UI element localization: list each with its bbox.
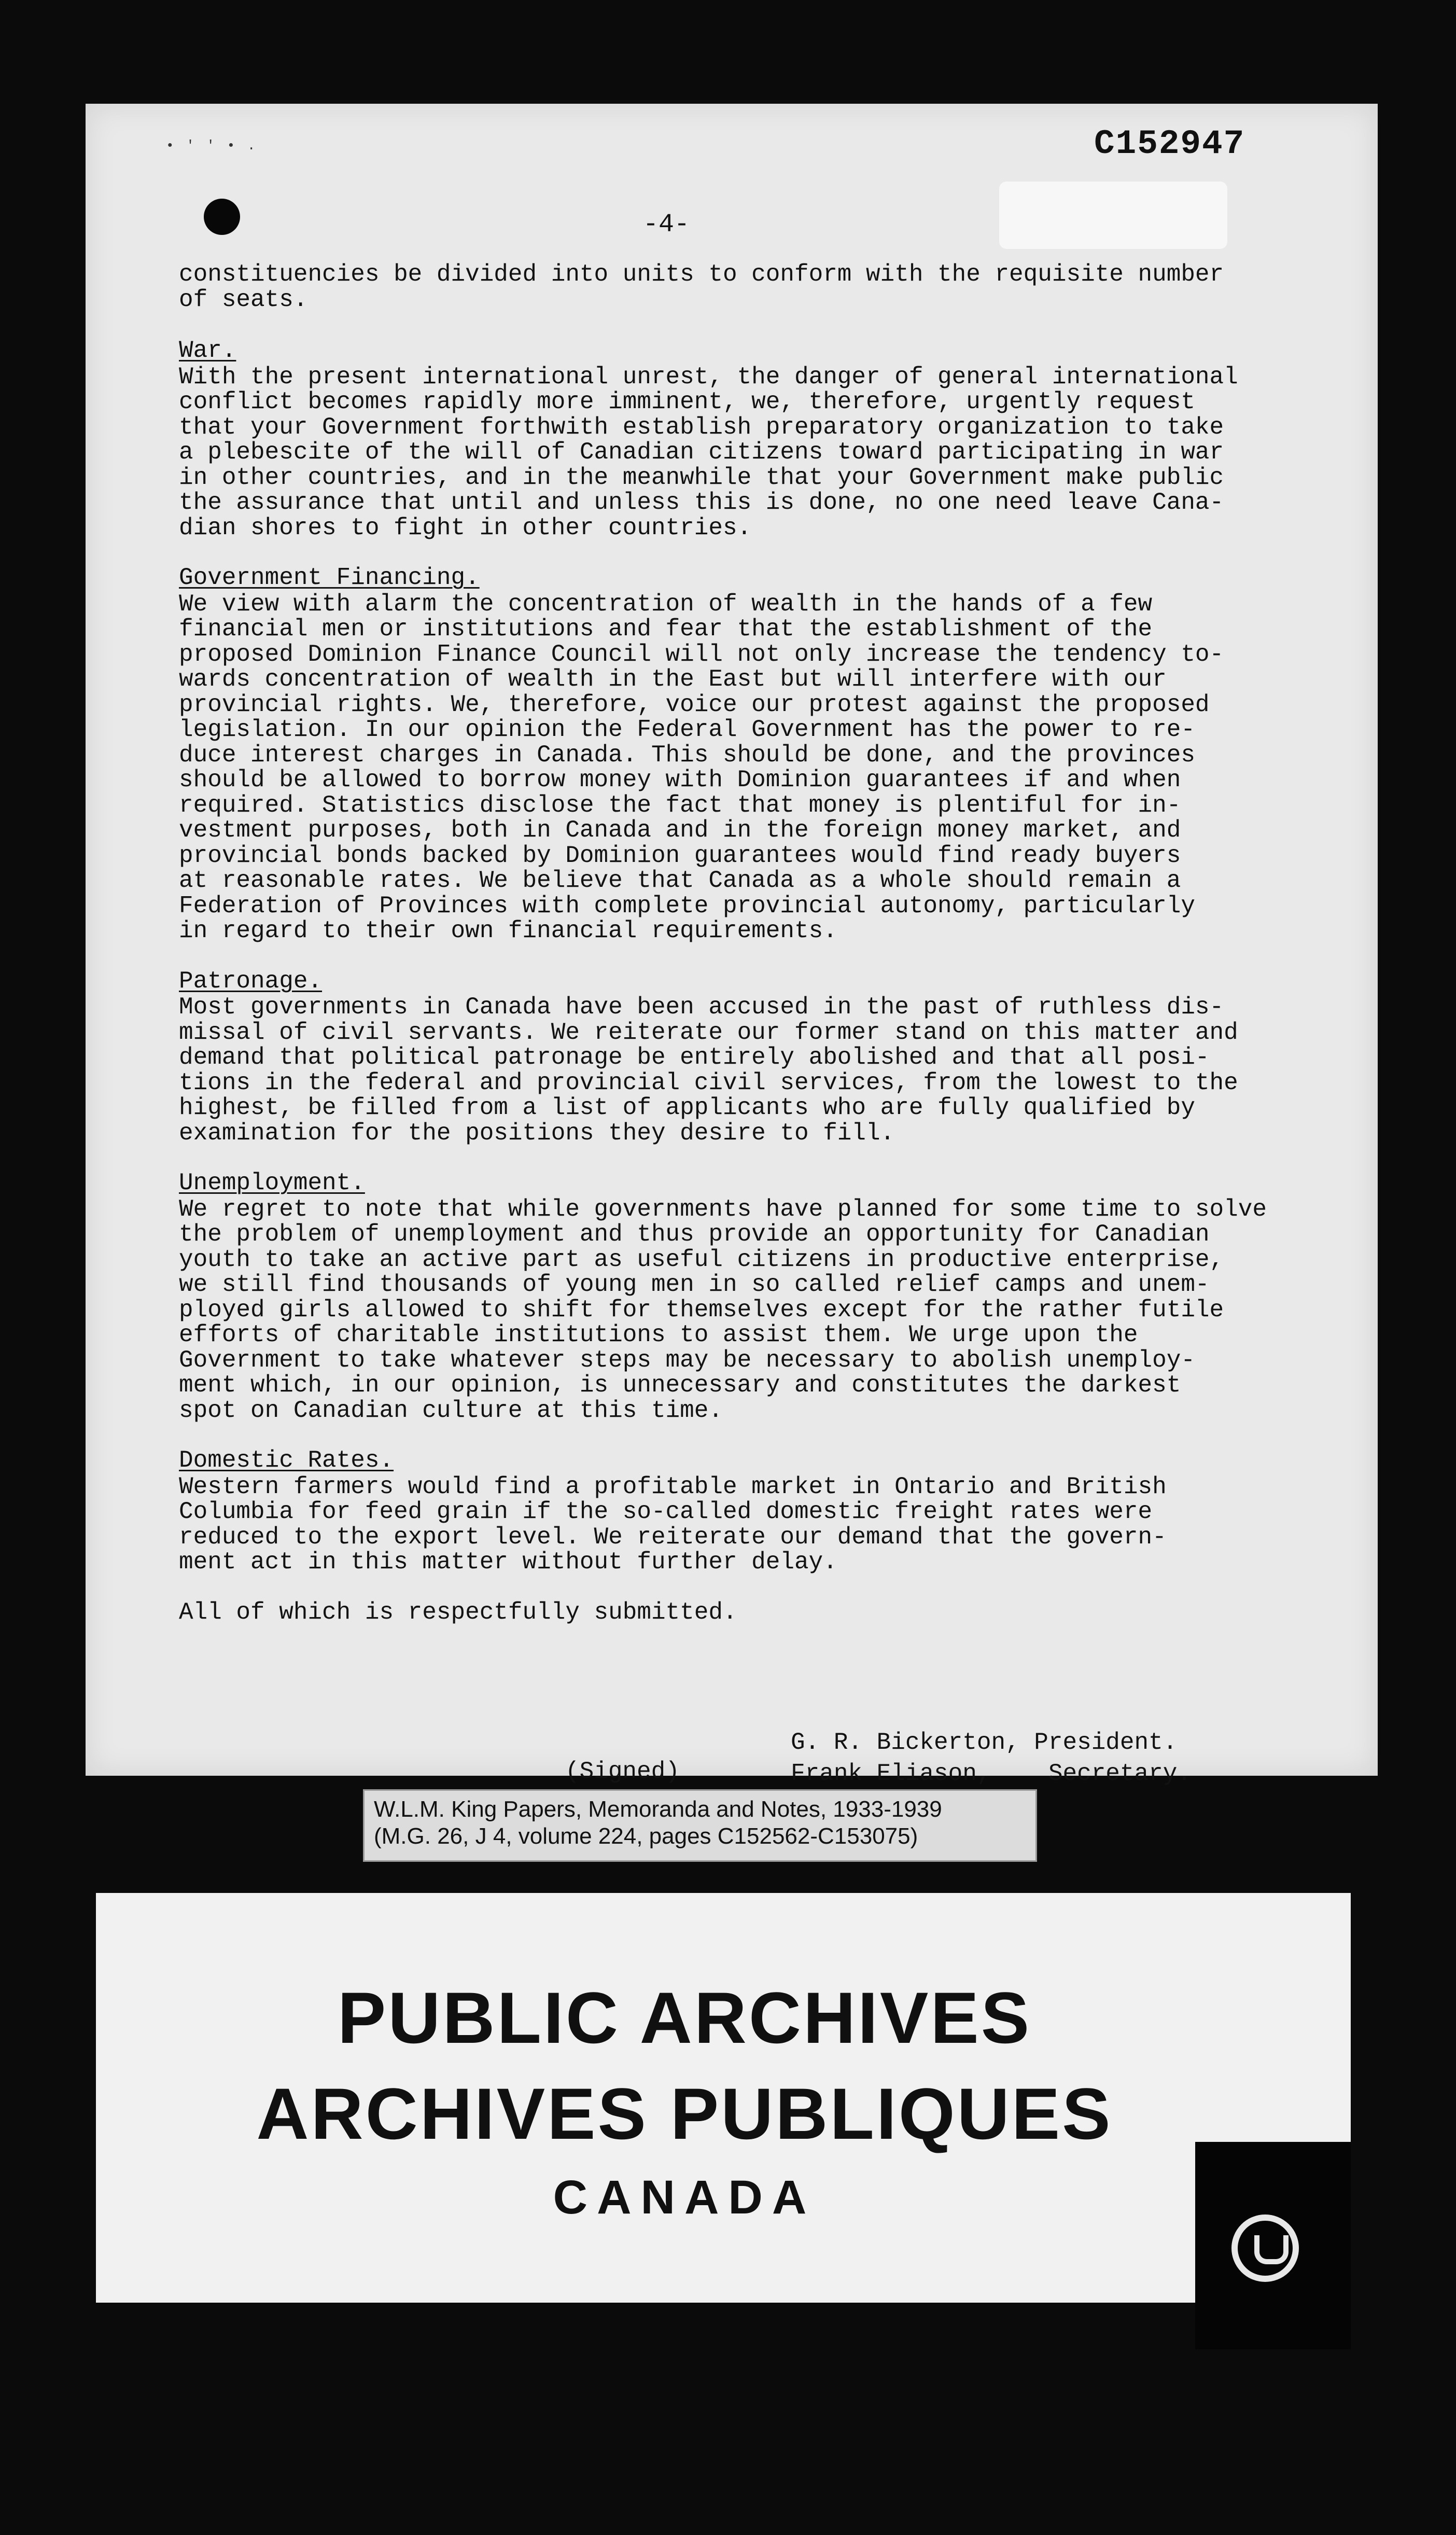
text-line: youth to take an active part as useful citizens in productive enterprise, bbox=[179, 1246, 1224, 1273]
text-line: tions in the federal and provincial civil services, from the lowest to the bbox=[179, 1069, 1238, 1096]
text-line: constituencies be divided into units to conform with the requisite number bbox=[179, 261, 1224, 288]
archive-logo-panel bbox=[1195, 2142, 1351, 2349]
text-line: ment which, in our opinion, is unnecessary and constitutes the darkest bbox=[179, 1372, 1181, 1399]
section-patronage bbox=[179, 969, 1351, 1146]
signatory-president: G. R. Bickerton, President. bbox=[791, 1729, 1178, 1756]
text-line: spot on Canadian culture at this time. bbox=[179, 1397, 723, 1424]
signatory-secretary: Frank Eliason, Secretary. bbox=[791, 1760, 1192, 1787]
text-line: We regret to note that while governments have planned for some time to solve bbox=[179, 1195, 1267, 1223]
document-body bbox=[179, 262, 1351, 1625]
archive-country: CANADA bbox=[553, 2171, 816, 2224]
text-line: missal of civil servants. We reiterate our former stand on this matter and bbox=[179, 1019, 1238, 1046]
text-line: With the present international unrest, the danger of general international bbox=[179, 363, 1238, 391]
corner-marks: • ' ' • . bbox=[166, 138, 258, 154]
text-line: wards concentration of wealth in the East but will interfere with our bbox=[179, 666, 1167, 693]
section-heading: Patronage. bbox=[179, 967, 323, 995]
text-line: required. Statistics disclose the fact that money is plentiful for in- bbox=[179, 791, 1181, 819]
section-heading: War. bbox=[179, 337, 236, 364]
blank-label-sticker bbox=[999, 182, 1227, 249]
reference-line: (M.G. 26, J 4, volume 224, pages C152562-C153075) bbox=[374, 1823, 918, 1849]
text-line: efforts of charitable institutions to assist them. We urge upon the bbox=[179, 1321, 1138, 1348]
text-line: a plebescite of the will of Canadian citizens toward participating in war bbox=[179, 439, 1224, 466]
text-line: the assurance that until and unless this is done, no one need leave Cana- bbox=[179, 489, 1224, 516]
text-line: Federation of Provinces with complete provincial autonomy, particularly bbox=[179, 892, 1195, 920]
text-line: We view with alarm the concentration of wealth in the hands of a few bbox=[179, 590, 1153, 618]
text-line: we still find thousands of young men in so called relief camps and unem- bbox=[179, 1271, 1210, 1298]
text-line: in other countries, and in the meanwhile that your Government make public bbox=[179, 464, 1224, 491]
text-line: demand that political patronage be entirely abolished and that all posi- bbox=[179, 1044, 1210, 1071]
signatories bbox=[791, 1727, 1192, 1789]
text-line: legislation. In our opinion the Federal Government has the power to re- bbox=[179, 716, 1195, 743]
text-line: ployed girls allowed to shift for themselves except for the rather futile bbox=[179, 1296, 1224, 1324]
text-line: financial men or institutions and fear that the establishment of the bbox=[179, 616, 1153, 643]
section-heading: Government Financing. bbox=[179, 564, 480, 591]
text-line: in regard to their own financial requirements. bbox=[179, 917, 837, 944]
page-number: -4- bbox=[643, 210, 690, 240]
reference-line: W.L.M. King Papers, Memoranda and Notes, 1933-1939 bbox=[374, 1796, 942, 1822]
archive-logo-icon bbox=[1231, 2214, 1299, 2282]
text-line: reduced to the export level. We reiterate our demand that the govern- bbox=[179, 1523, 1167, 1551]
section-heading: Domestic Rates. bbox=[179, 1447, 394, 1474]
text-line: highest, be filled from a list of applicants who are fully qualified by bbox=[179, 1094, 1195, 1121]
document-sheet bbox=[86, 104, 1378, 1787]
punch-hole bbox=[204, 199, 240, 235]
text-line: that your Government forthwith establish preparatory organization to take bbox=[179, 413, 1224, 441]
text-line: ment act in this matter without further delay. bbox=[179, 1549, 837, 1576]
text-line: Most governments in Canada have been accused in the past of ruthless dis- bbox=[179, 994, 1224, 1021]
text-line: examination for the positions they desire to fill. bbox=[179, 1119, 895, 1147]
text-line: the problem of unemployment and thus provide an opportunity for Canadian bbox=[179, 1221, 1210, 1248]
text-line: conflict becomes rapidly more imminent, we, therefore, urgently request bbox=[179, 388, 1195, 415]
document-id-number: C152947 bbox=[1094, 124, 1245, 163]
text-line: duce interest charges in Canada. This should be done, and the provinces bbox=[179, 741, 1195, 769]
text-line: provincial rights. We, therefore, voice our protest against the proposed bbox=[179, 691, 1210, 718]
text-line: dian shores to fight in other countries. bbox=[179, 514, 752, 541]
text-line: Western farmers would find a profitable market in Ontario and British bbox=[179, 1473, 1167, 1500]
signed-label: (Signed) bbox=[565, 1758, 680, 1785]
section-heading: Unemployment. bbox=[179, 1169, 365, 1196]
text-line: should be allowed to borrow money with Dominion guarantees if and when bbox=[179, 767, 1181, 793]
section-unemployment bbox=[179, 1171, 1351, 1423]
archive-title-english: PUBLIC ARCHIVES bbox=[337, 1977, 1032, 2058]
section-government-financing bbox=[179, 565, 1351, 944]
text-line: of seats. bbox=[179, 286, 308, 313]
section-domestic-rates bbox=[179, 1448, 1351, 1575]
text-line: Government to take whatever steps may be necessary to abolish unemploy- bbox=[179, 1346, 1195, 1374]
text-line: provincial bonds backed by Dominion guarantees would find ready buyers bbox=[179, 842, 1181, 869]
closing-line: All of which is respectfully submitted. bbox=[179, 1598, 737, 1626]
section-war bbox=[179, 338, 1351, 540]
text-line: proposed Dominion Finance Council will not only increase the tendency to- bbox=[179, 640, 1224, 668]
text-line: Columbia for feed grain if the so-called domestic freight rates were bbox=[179, 1498, 1153, 1525]
archival-reference-strip bbox=[363, 1789, 1037, 1862]
text-line: vestment purposes, both in Canada and in the foreign money market, and bbox=[179, 817, 1181, 844]
text-line: at reasonable rates. We believe that Canada as a whole should remain a bbox=[179, 867, 1181, 894]
intro-paragraph bbox=[179, 262, 1351, 312]
public-archives-card bbox=[96, 1893, 1351, 2303]
archive-title-french: ARCHIVES PUBLIQUES bbox=[256, 2073, 1113, 2154]
